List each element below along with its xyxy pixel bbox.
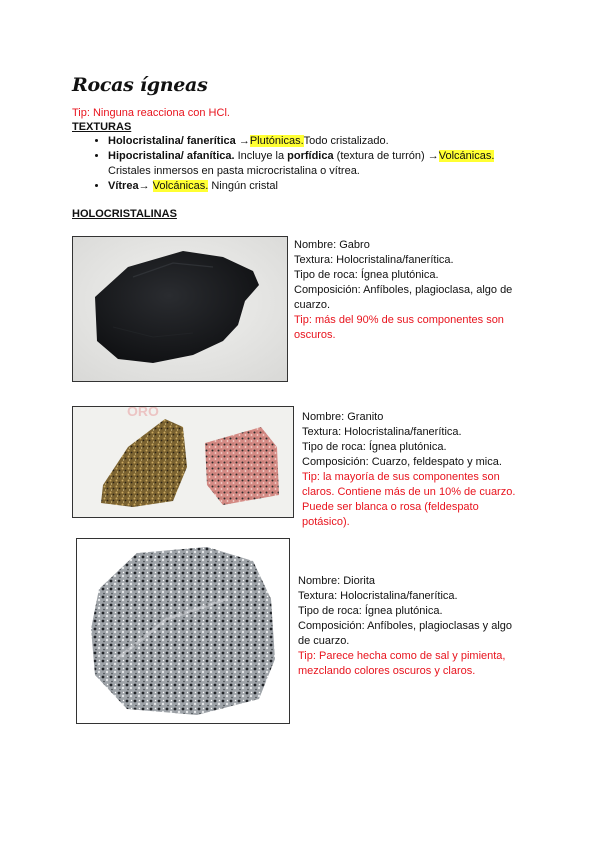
gabro-photo [72, 236, 288, 382]
diorita-info [298, 574, 512, 679]
rock-texture: Textura: Holocristalina/fanerítica. [302, 426, 462, 438]
rock-composition: Composición: Anfíboles, plagioclasa, algo de [294, 284, 513, 296]
rock-tip: mezclando colores oscuros y claros. [298, 665, 476, 677]
bullet-text: Todo cristalizado. [303, 135, 389, 147]
rock-texture: Textura: Holocristalina/fanerítica. [298, 590, 458, 602]
rock-composition: de cuarzo. [298, 635, 350, 647]
bullet-text: Cristales inmersos en pasta microcristalina o vítrea. [108, 165, 360, 177]
diorita-photo [76, 538, 290, 724]
bullet-term: porfídica [287, 150, 334, 162]
texturas-list [86, 134, 548, 194]
bullet-highlight: Plutónicas. [249, 135, 304, 147]
list-item [108, 179, 548, 194]
gabro-info [294, 238, 512, 343]
rock-tip: Tip: la mayoría de sus componentes son [302, 471, 500, 483]
granito-photo [72, 406, 294, 518]
rock-composition: Composición: Anfíboles, plagioclasas y algo [298, 620, 513, 632]
bullet-arrow: → [138, 180, 153, 192]
granito-rock-image [73, 407, 293, 517]
rock-tip: Tip: Parece hecha como de sal y pimienta, [298, 650, 506, 662]
rock-type: Tipo de roca: Ígnea plutónica. [294, 269, 439, 281]
bullet-term: Hipocristalina/ afanítica. [108, 150, 235, 162]
general-tip: Tip: Ninguna reacciona con HCl. [72, 107, 230, 119]
bullet-text: (textura de turrón) → [333, 150, 439, 162]
bullet-term: Vítrea [108, 180, 139, 192]
bullet-text: Ningún cristal [208, 180, 278, 192]
rock-type: Tipo de roca: Ígnea plutónica. [302, 441, 447, 453]
rock-tip: oscuros. [294, 329, 336, 341]
gabro-rock-image [73, 237, 287, 381]
page-title: Rocas ígneas [72, 74, 208, 96]
granito-info [302, 410, 515, 530]
bullet-arrow: → [235, 135, 250, 147]
rock-tip: Puede ser blanca o rosa (feldespato [302, 501, 479, 513]
rock-name: Nombre: Gabro [294, 239, 370, 251]
bullet-highlight: Volcánicas. [438, 150, 495, 162]
list-item [108, 134, 548, 149]
holocristalinas-heading: HOLOCRISTALINAS [72, 208, 177, 220]
rock-name: Nombre: Granito [302, 411, 384, 423]
rock-tip: claros. Contiene más de un 10% de cuarzo. [302, 486, 516, 498]
rock-name: Nombre: Diorita [298, 575, 376, 587]
rock-tip: Tip: más del 90% de sus componentes son [294, 314, 504, 326]
bullet-text: Incluye la [234, 150, 288, 162]
bullet-term: Holocristalina/ fanerítica [108, 135, 236, 147]
rock-texture: Textura: Holocristalina/fanerítica. [294, 254, 454, 266]
diorita-rock-image [77, 539, 289, 723]
texturas-heading: TEXTURAS [72, 121, 132, 133]
rock-composition: cuarzo. [294, 299, 331, 311]
list-item [108, 149, 548, 179]
rock-composition: Composición: Cuarzo, feldespato y mica. [302, 456, 502, 468]
svg-text:ORO: ORO [127, 407, 159, 419]
bullet-highlight: Volcánicas. [152, 180, 209, 192]
rock-tip: potásico). [302, 516, 350, 528]
rock-type: Tipo de roca: Ígnea plutónica. [298, 605, 443, 617]
